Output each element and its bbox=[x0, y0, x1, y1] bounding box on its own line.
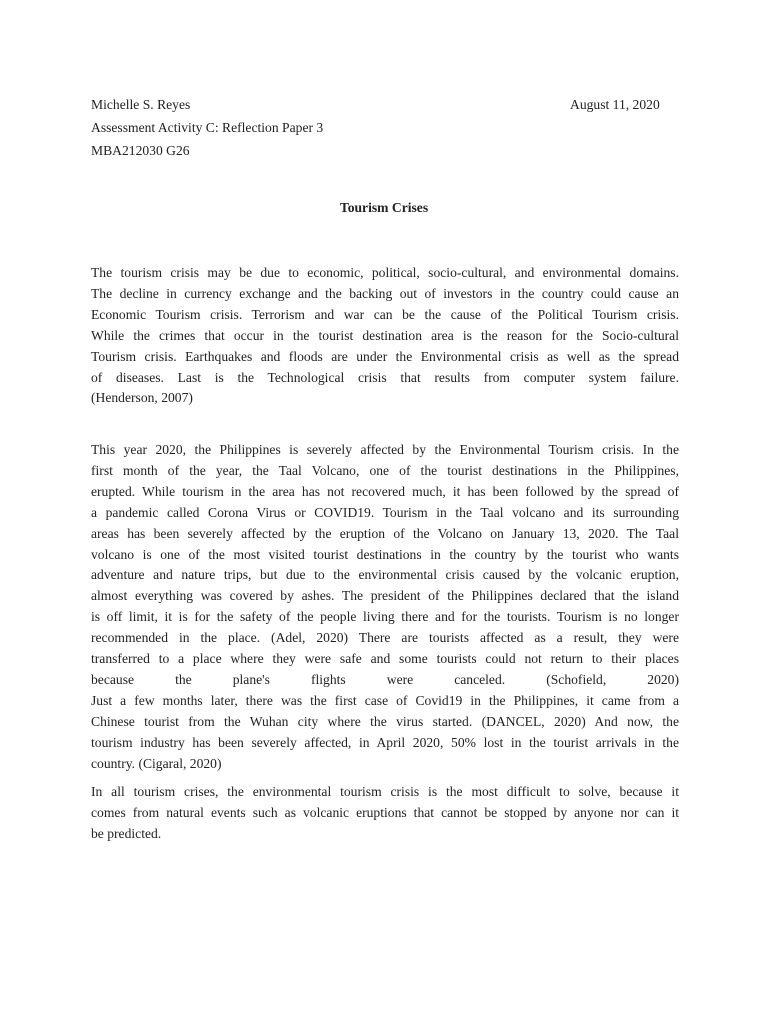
paragraph-line: tourism industry has been severely affected, in April 2020, 50% lost in the tourist arrivals in the bbox=[91, 734, 679, 750]
paragraph-line: While the crimes that occur in the tourist destination area is the reason for the Socio-cultural bbox=[91, 327, 679, 343]
document-date: August 11, 2020 bbox=[570, 97, 660, 112]
paragraph-line: almost everything was covered by ashes. The president of the Philippines declared that the island bbox=[91, 588, 679, 604]
paragraph-line: Economic Tourism crisis. Terrorism and war can be the cause of the Political Tourism crisis. bbox=[91, 306, 679, 322]
paragraph-line: country. (Cigaral, 2020) bbox=[91, 755, 222, 771]
paragraph-3 bbox=[91, 782, 679, 845]
paragraph-2 bbox=[91, 440, 679, 775]
paragraph-line: The tourism crisis may be due to economic, political, socio-cultural, and environmental domains. bbox=[91, 265, 679, 280]
paragraph-line: erupted. While tourism in the area has not recovered much, it has been followed by the spread of bbox=[91, 483, 679, 499]
paragraph-line: Chinese tourist from the Wuhan city where the virus started. (DANCEL, 2020) And now, the bbox=[91, 713, 679, 729]
paragraph-line: comes from natural events such as volcanic eruptions that cannot be stopped by anyone nor can it bbox=[91, 804, 679, 820]
paragraph-line: volcano is one of the most visited tourist destinations in the country by the tourist who wants bbox=[91, 546, 679, 562]
paragraph-line: Tourism crisis. Earthquakes and floods are under the Environmental crisis as well as the spread bbox=[91, 348, 679, 364]
paragraph-line: first month of the year, the Taal Volcano, one of the tourist destinations in the Philippines, bbox=[91, 462, 679, 478]
paragraph-line: because the plane's flights were canceled. (Schofield, 2020) bbox=[91, 671, 679, 687]
course-code: MBA212030 G26 bbox=[91, 143, 190, 158]
paragraph-line: be predicted. bbox=[91, 825, 162, 841]
paragraph-line: a pandemic called Corona Virus or COVID19. Tourism in the Taal volcano and its surrounding bbox=[91, 504, 679, 520]
paragraph-line: recommended in the place. (Adel, 2020) There are tourists affected as a result, they were bbox=[91, 630, 679, 646]
paragraph-line: (Henderson, 2007) bbox=[91, 390, 193, 406]
paragraph-1 bbox=[91, 263, 679, 409]
paper-title: Tourism Crises bbox=[339, 200, 429, 215]
paragraph-line: of diseases. Last is the Technological crisis that results from computer system failure. bbox=[91, 369, 679, 385]
paragraph-line: This year 2020, the Philippines is severely affected by the Environmental Tourism crisis. In the bbox=[91, 442, 679, 457]
paragraph-line: areas has been severely affected by the eruption of the Volcano on January 13, 2020. The Taal bbox=[91, 525, 679, 541]
paragraph-line: The decline in currency exchange and the backing out of investors in the country could cause an bbox=[91, 285, 679, 301]
paragraph-line: is off limit, it is for the safety of the people living there and for the tourists. Tourism is no longer bbox=[91, 609, 679, 625]
paragraph-line: adventure and nature trips, but due to the environmental crisis caused by the volcanic eruption, bbox=[91, 567, 679, 583]
assignment-title: Assessment Activity C: Reflection Paper 3 bbox=[91, 120, 324, 135]
paragraph-line: Just a few months later, there was the first case of Covid19 in the Philippines, it came from a bbox=[91, 692, 679, 708]
paragraph-line: In all tourism crises, the environmental tourism crisis is the most difficult to solve, because it bbox=[91, 784, 679, 799]
paragraph-line: transferred to a place where they were safe and some tourists could not return to their places bbox=[91, 651, 679, 667]
author-name: Michelle S. Reyes bbox=[91, 97, 191, 112]
